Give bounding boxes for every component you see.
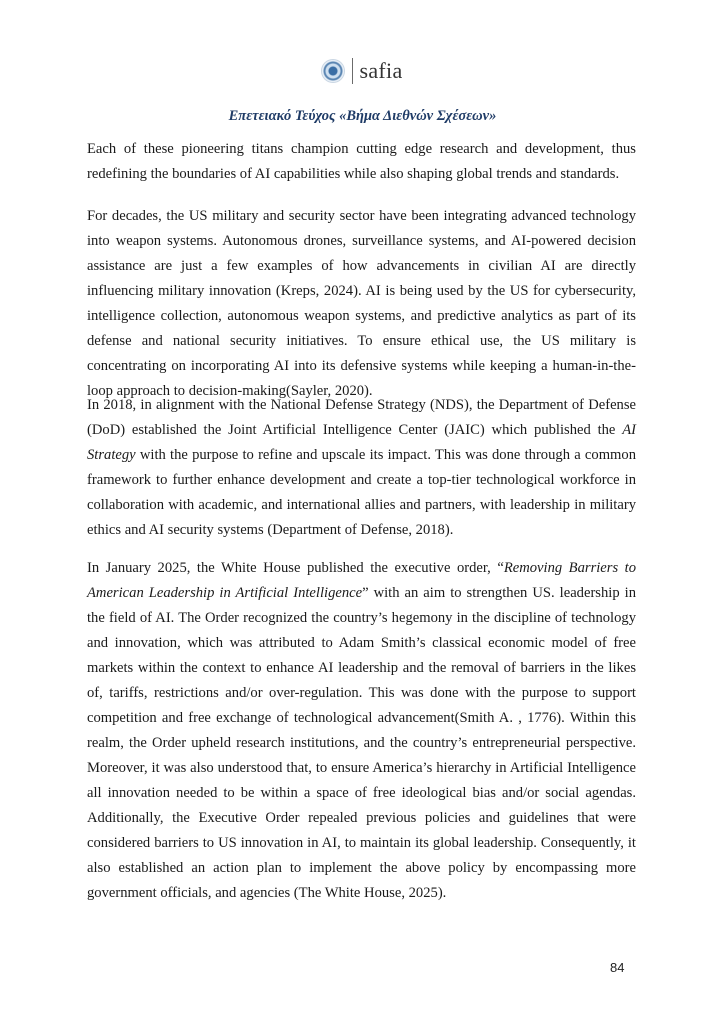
paragraph-text-start: In January 2025, the White House published the executive order, “ [87, 560, 504, 576]
page-number: 84 [610, 960, 625, 975]
journal-title: Επετειακό Τεύχος «Βήμα Διεθνών Σχέσεων» [228, 108, 497, 124]
paragraph-text: For decades, the US military and security sector have been integrating advanced technology into weapon systems. Autonomous drones, surveillance systems, and AI-powered decision assistance are just a few examples of how advancements in civilian AI are directly influencing military innovation (Kreps, 2024). AI is being used by the US for cybersecurity, intelligence collection, autonomous weapon systems, and predictive analytics as part of its defense and national security initiatives. To ensure ethical use, the US military is concentrating on incorporating AI into its defensive systems while keeping a human-in-the-loop approach to decision-making(Sayler, 2020). [87, 208, 636, 399]
paragraph-text [87, 393, 636, 543]
paragraph [87, 204, 636, 404]
paragraph-text: Each of these pioneering titans champion cutting edge research and development, thus redefining the boundaries of AI capabilities while also shaping global trends and standards. [87, 141, 636, 182]
safia-emblem-icon [322, 60, 344, 82]
safia-logo [322, 58, 402, 84]
italic-title-executive-order: Removing Barriers to American Leadership in Artificial Intelligence [87, 560, 636, 601]
page-header [0, 58, 725, 84]
logo-divider [352, 58, 353, 84]
paragraph [87, 393, 636, 543]
italic-title-ai-strategy: AI Strategy [87, 422, 636, 463]
paragraph-text [87, 556, 636, 906]
paragraph [87, 137, 636, 187]
paragraph-text-end: ” with an aim to strengthen US. leadership in the field of AI. The Order recognized the country’s hegemony in the discipline of technology and innovation, which was attributed to Adam Smith’s classical economic model of free markets within the context to enhance AI leadership and the removal of barriers in the likes of, tariffs, restrictions and/or over-regulation. This was done with the purpose to support competition and free exchange of technological advancement(Smith A. , 1776). Within this realm, the Order upheld research institutions, and the country’s entrepreneurial perspective. Moreover, it was also understood that, to ensure America’s hierarchy in Artificial Intelligence all innovation needed to be within a space of free ideological bias and/or social agendas. Additionally, the Executive Order repealed previous policies and guidelines that were considered barriers to US innovation in AI, to maintain its global leadership. Consequently, it also established an action plan to implement the above policy by encompassing more government officials, and agencies (The White House, 2025). [87, 585, 636, 901]
paragraph-text-start: In 2018, in alignment with the National Defense Strategy (NDS), the Department of Defense (DoD) established the Joint Artificial Intelligence Center (JAIC) which published the [87, 397, 636, 438]
paragraph-text-end: with the purpose to refine and upscale its impact. This was done through a common framework to further enhance development and create a top-tier technological workforce in collaboration with academic, and international allies and partners, with leadership in military ethics and AI security systems (Department of Defense, 2018). [87, 447, 636, 538]
logo-text: safia [359, 58, 403, 83]
paragraph [87, 556, 636, 906]
